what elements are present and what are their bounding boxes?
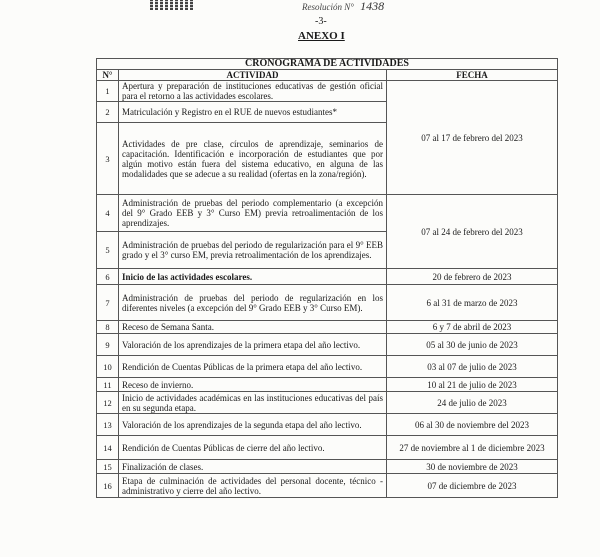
table-row [97, 392, 558, 414]
row-number: 14 [97, 436, 119, 460]
row-activity: Receso de Semana Santa. [119, 321, 387, 334]
table-row [97, 378, 558, 392]
resolution-number: 1438 [360, 0, 385, 13]
row-number: 3 [97, 123, 119, 195]
table-row [97, 321, 558, 334]
row-date: 05 al 30 de junio de 2023 [387, 334, 558, 356]
row-activity: Receso de invierno. [119, 378, 387, 392]
row-activity [119, 269, 387, 285]
row-number: 6 [97, 269, 119, 285]
row-date: 27 de noviembre al 1 de diciembre 2023 [387, 436, 558, 460]
row-number: 2 [97, 102, 119, 123]
row-date-merged-1-3: 07 al 17 de febrero del 2023 [387, 81, 558, 195]
row-activity: Valoración de los aprendizajes de la primera etapa del año lectivo. [119, 334, 387, 356]
table-row [97, 356, 558, 378]
row-date: 24 de julio de 2023 [387, 392, 558, 414]
row-date: 10 al 21 de julio de 2023 [387, 378, 558, 392]
schedule-table [96, 58, 558, 498]
row-activity: Inicio de actividades académicas en las instituciones educativas del país en su segunda etapa. [119, 392, 387, 414]
row-number: 16 [97, 474, 119, 498]
annex-title: ANEXO I [298, 30, 345, 42]
resolution-stamp [302, 0, 384, 14]
qr-code-icon [150, 0, 194, 10]
row-activity: Valoración de los aprendizajes de la segunda etapa del año lectivo. [119, 414, 387, 436]
column-header-number: N° [97, 70, 119, 81]
row-number: 11 [97, 378, 119, 392]
row-number: 15 [97, 460, 119, 474]
row-activity: Administración de pruebas del periodo complementario (a excepción del 9° Grado EEB y 3° Curso EM) previa retroalimentación de los aprendizajes. [119, 195, 387, 232]
row-activity: Administración de pruebas del periodo de regularización en los diferentes niveles (a excepción del 9° Grado EEB y 3° Curso EM). [119, 285, 387, 321]
row-activity-bold: Inicio de las actividades escolares. [122, 271, 253, 282]
row-date-merged-4-5: 07 al 24 de febrero del 2023 [387, 195, 558, 269]
table-title: CRONOGRAMA DE ACTIVIDADES [97, 59, 558, 70]
table-row [97, 474, 558, 498]
row-date: 06 al 30 de noviembre del 2023 [387, 414, 558, 436]
row-activity: Rendición de Cuentas Públicas de la primera etapa del año lectivo. [119, 356, 387, 378]
row-number: 7 [97, 285, 119, 321]
row-activity: Administración de pruebas del periodo de regularización para el 9° EEB grado y el 3° curso EM, previa retroalimentación de los aprendizajes. [119, 232, 387, 269]
row-number: 5 [97, 232, 119, 269]
table-row [97, 460, 558, 474]
table-row [97, 269, 558, 285]
row-date: 20 de febrero de 2023 [387, 269, 558, 285]
table-row [97, 81, 558, 102]
row-number: 4 [97, 195, 119, 232]
row-activity: Apertura y preparación de instituciones educativas de gestión oficial para el retorno a las actividades escolares. [119, 81, 387, 102]
row-activity: Rendición de Cuentas Públicas de cierre del año lectivo. [119, 436, 387, 460]
row-number: 1 [97, 81, 119, 102]
table-row [97, 195, 558, 232]
row-activity: Etapa de culminación de actividades del personal docente, técnico - administrativo y cierre del año lectivo. [119, 474, 387, 498]
table-row [97, 414, 558, 436]
row-activity: Matriculación y Registro en el RUE de nuevos estudiantes* [119, 102, 387, 123]
row-date: 6 al 31 de marzo de 2023 [387, 285, 558, 321]
resolution-label: Resolución N° [302, 2, 354, 12]
column-header-activity: ACTIVIDAD [119, 70, 387, 81]
row-activity: Finalización de clases. [119, 460, 387, 474]
row-number: 12 [97, 392, 119, 414]
column-header-date: FECHA [387, 70, 558, 81]
row-date: 03 al 07 de julio de 2023 [387, 356, 558, 378]
table-row [97, 436, 558, 460]
table-row [97, 285, 558, 321]
row-date: 6 y 7 de abril de 2023 [387, 321, 558, 334]
row-activity: Actividades de pre clase, círculos de aprendizaje, seminarios de capacitación. Identificación e incorporación de estudiantes que por algún motivo están fuera del sistema educativo, en alguna de las modalidades que se adecue a su realidad (ofertas en la zona/región). [119, 123, 387, 195]
row-date: 07 de diciembre de 2023 [387, 474, 558, 498]
row-number: 9 [97, 334, 119, 356]
row-number: 13 [97, 414, 119, 436]
page-number: -3- [315, 16, 327, 27]
table-row [97, 334, 558, 356]
row-date: 30 de noviembre de 2023 [387, 460, 558, 474]
row-number: 10 [97, 356, 119, 378]
row-number: 8 [97, 321, 119, 334]
